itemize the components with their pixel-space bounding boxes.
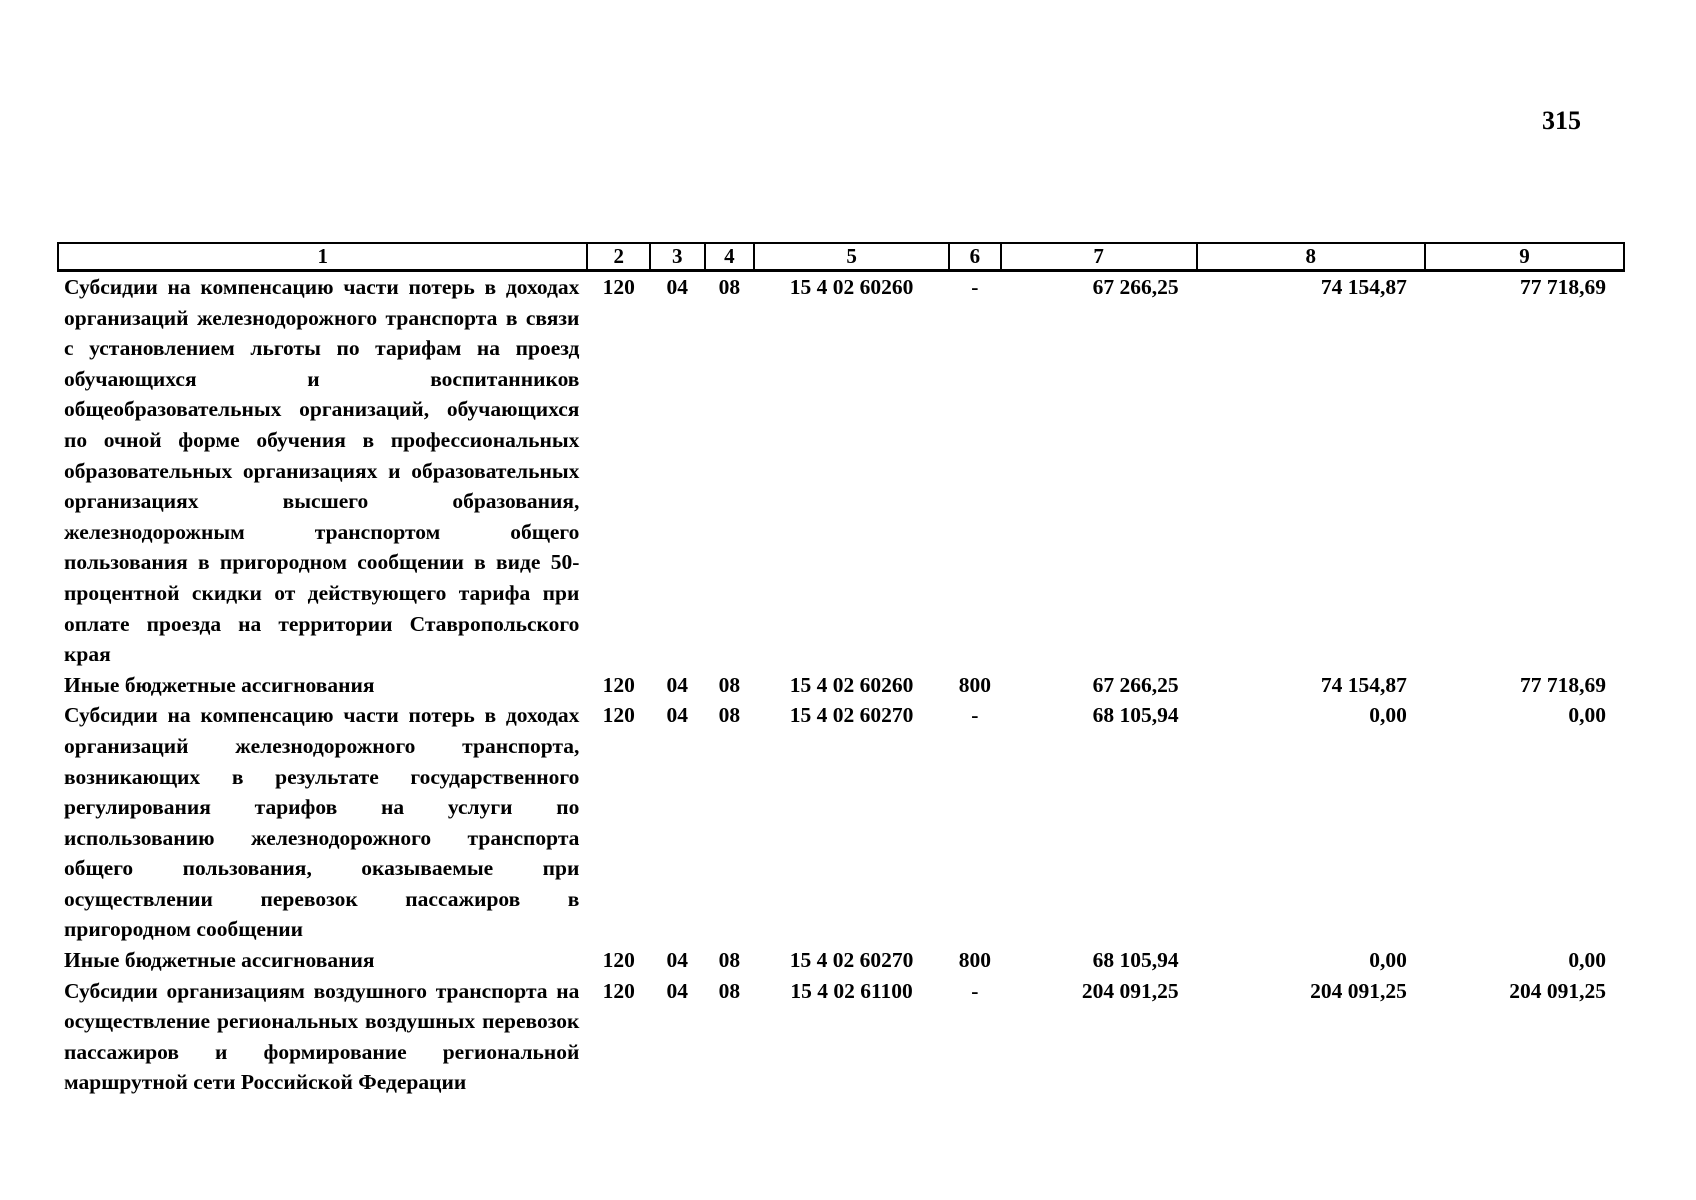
cell-code-2: 120 xyxy=(602,275,635,299)
row-name: Иные бюджетные ассигнования xyxy=(64,948,375,973)
cell-amount-7: 68 105,94 xyxy=(1092,948,1179,973)
cell-amount-7: 68 105,94 xyxy=(1092,703,1179,728)
cell-code-6: 800 xyxy=(958,672,991,697)
cell-code-3: 04 xyxy=(666,703,689,728)
cell-code-2: 120 xyxy=(602,672,635,697)
page-number: 315 xyxy=(1542,106,1581,135)
cell-code-3: 04 xyxy=(666,672,689,697)
table-row xyxy=(58,945,1624,976)
column-header: 9 xyxy=(1425,243,1624,271)
cell-code-5: 15 4 02 60270 xyxy=(789,703,914,728)
cell-amount-8: 74 154,87 xyxy=(1320,672,1407,697)
cell-amount-8: 0,00 xyxy=(1369,703,1407,728)
cell-code-2: 120 xyxy=(602,948,635,973)
cell-code-4: 08 xyxy=(718,978,741,1003)
cell-amount-8: 0,00 xyxy=(1369,948,1407,973)
cell-code-3: 04 xyxy=(666,948,689,973)
cell-amount-7: 67 266,25 xyxy=(1092,672,1179,697)
table-row xyxy=(58,700,1624,945)
column-header: 1 xyxy=(58,243,587,271)
table-header-row xyxy=(58,243,1624,271)
column-header: 8 xyxy=(1197,243,1425,271)
cell-code-6: - xyxy=(971,978,979,1003)
table-row xyxy=(58,271,1624,670)
column-header: 6 xyxy=(949,243,1001,271)
cell-code-4: 08 xyxy=(718,948,741,973)
cell-amount-9: 0,00 xyxy=(1568,703,1606,728)
cell-amount-9: 77 718,69 xyxy=(1520,275,1606,299)
column-header: 3 xyxy=(650,243,705,271)
cell-amount-8: 74 154,87 xyxy=(1320,275,1407,299)
column-header: 4 xyxy=(705,243,755,271)
row-name: Иные бюджетные ассигнования xyxy=(64,672,375,697)
column-header: 2 xyxy=(587,243,650,271)
table-row xyxy=(58,670,1624,701)
table-row xyxy=(58,976,1624,1098)
cell-code-5: 15 4 02 60260 xyxy=(789,672,914,697)
cell-code-5: 15 4 02 60270 xyxy=(789,948,914,973)
cell-code-4: 08 xyxy=(718,672,741,697)
cell-code-6: - xyxy=(971,703,979,728)
cell-amount-7: 67 266,25 xyxy=(1092,275,1179,299)
cell-code-2: 120 xyxy=(602,978,635,1003)
row-name: Субсидии на компенсацию части потерь в доходах организаций железнодорожного транспорта в связи с установлением льготы по тарифам на проезд обучающихся и воспитанников общеобразовательных организаций, обучающихся по очной форме обучения в профессиональных образовательных организациях и образовательных организациях высшего образования, железнодорожным транспортом общего пользования в пригородном сообщении в виде 50-процентной скидки от действующего тарифа при оплате проезда на территории Ставропольского края xyxy=(64,275,580,667)
row-name: Субсидии на компенсацию части потерь в доходах организаций железнодорожного транспорта, возникающих в результате государственного регулирования тарифов на услуги по использованию железнодорожного транспорта общего пользования, оказываемые при осуществлении перевозок пассажиров в пригородном сообщении xyxy=(64,703,580,942)
cell-code-6: 800 xyxy=(958,948,991,973)
cell-code-5: 15 4 02 60260 xyxy=(789,275,914,299)
row-name: Субсидии организациям воздушного транспорта на осуществление региональных воздушных перевозок пассажиров и формирование региональной маршрутной сети Российской Федерации xyxy=(64,978,580,1095)
budget-table xyxy=(57,242,1625,1098)
cell-code-3: 04 xyxy=(666,275,689,299)
column-header: 5 xyxy=(754,243,949,271)
cell-code-4: 08 xyxy=(718,703,741,728)
column-header: 7 xyxy=(1001,243,1197,271)
cell-amount-7: 204 091,25 xyxy=(1081,978,1179,1003)
cell-amount-9: 0,00 xyxy=(1568,948,1606,973)
cell-code-4: 08 xyxy=(718,275,741,299)
cell-code-3: 04 xyxy=(666,978,689,1003)
cell-code-2: 120 xyxy=(602,703,635,728)
cell-code-6: - xyxy=(971,275,979,299)
cell-amount-8: 204 091,25 xyxy=(1310,978,1407,1003)
cell-code-5: 15 4 02 61100 xyxy=(790,978,913,1003)
cell-amount-9: 77 718,69 xyxy=(1520,672,1606,697)
cell-amount-9: 204 091,25 xyxy=(1509,978,1606,1003)
